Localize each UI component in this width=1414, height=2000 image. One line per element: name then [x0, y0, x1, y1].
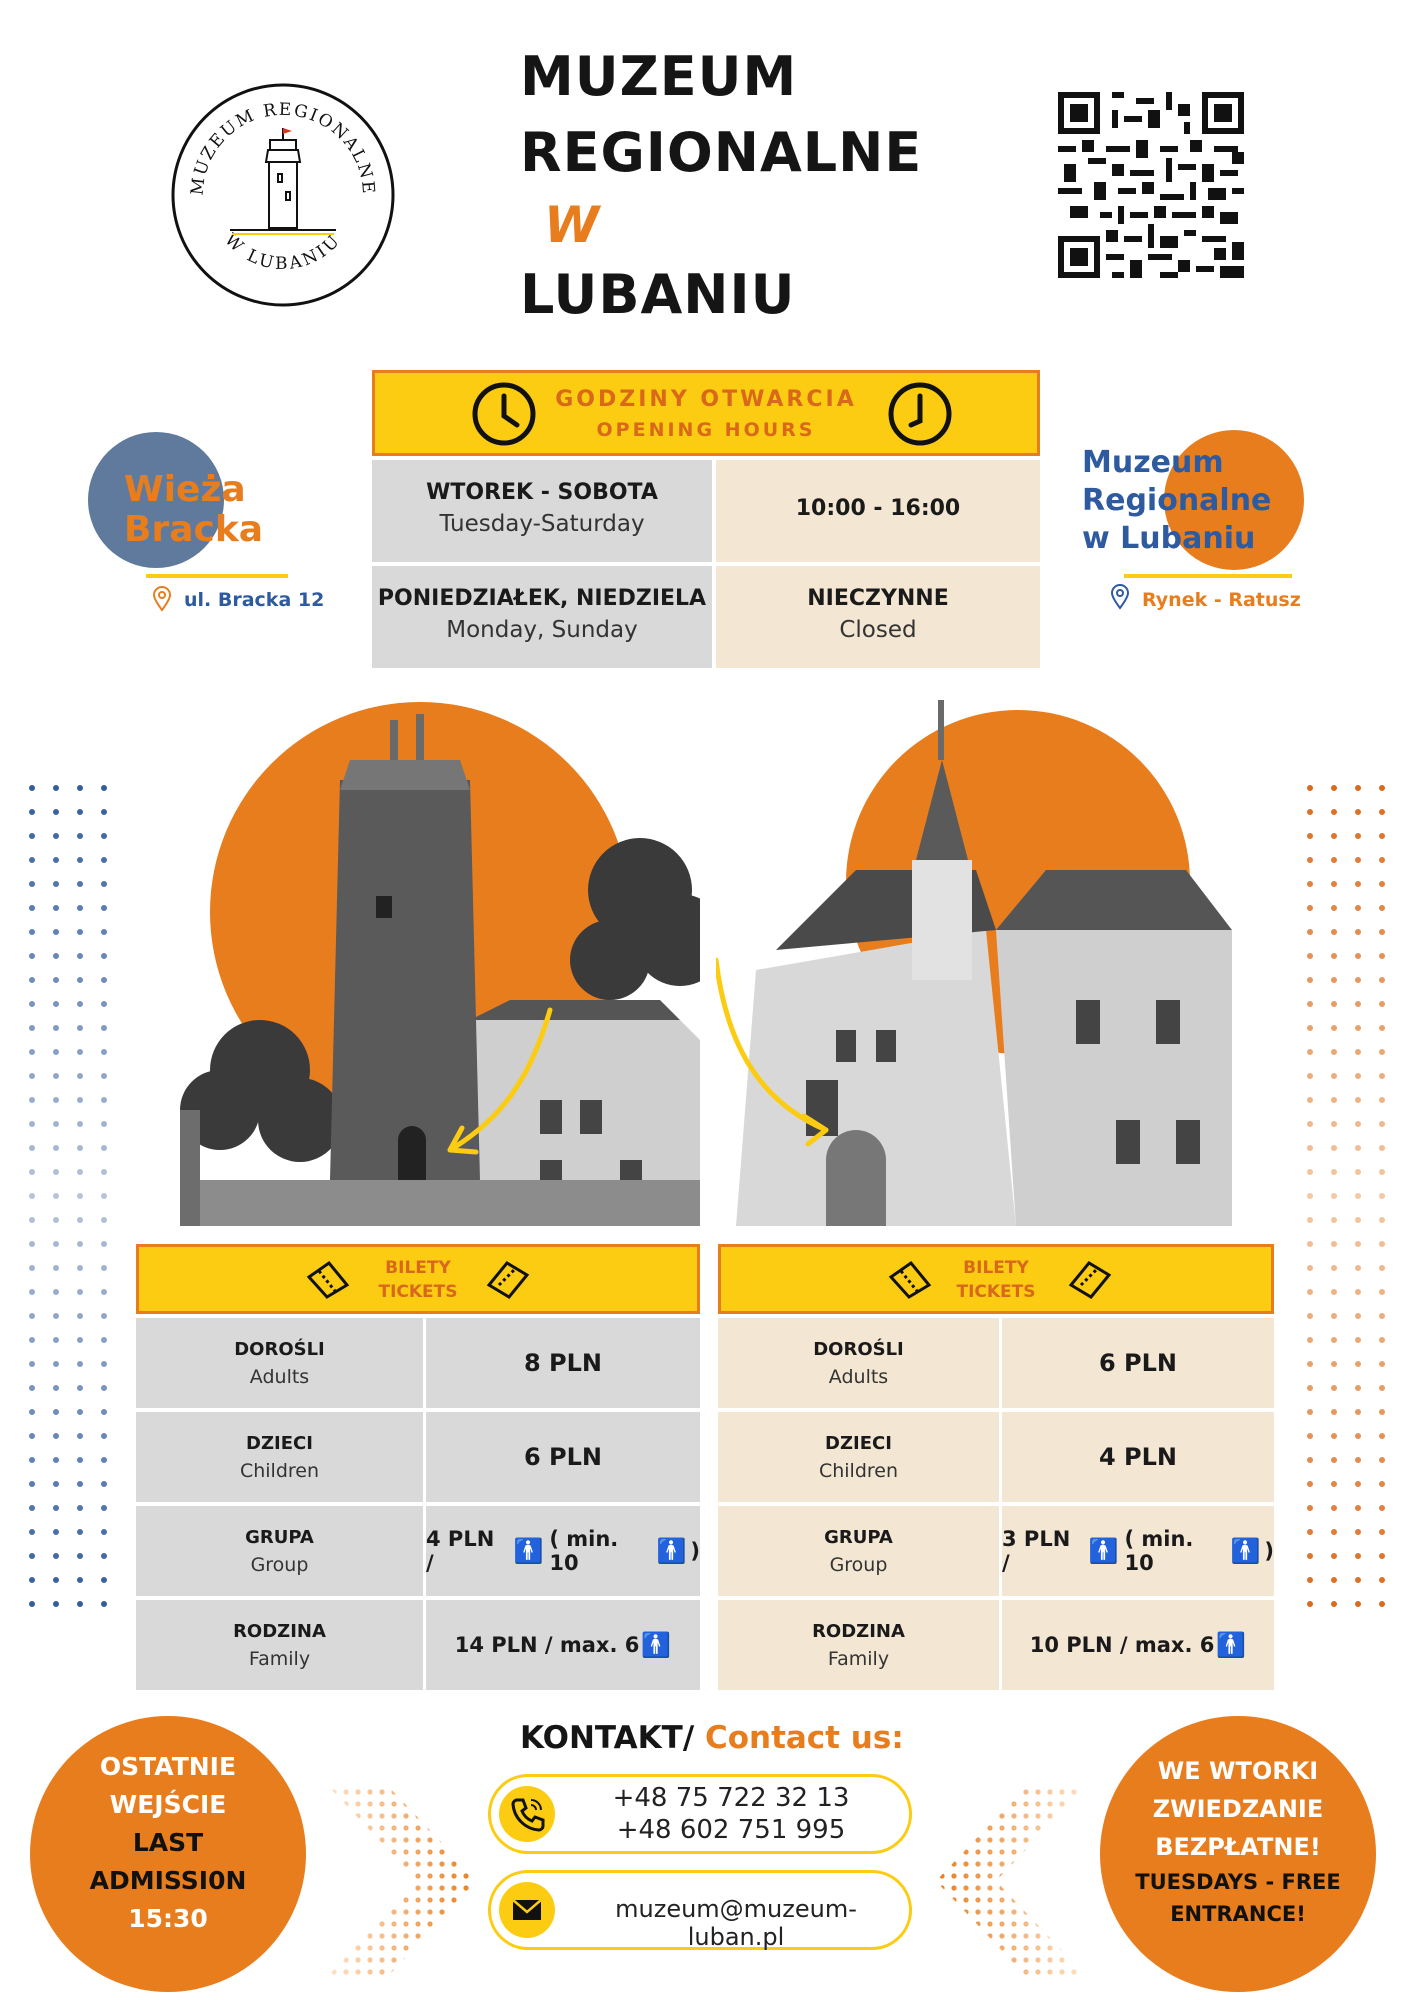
- logo-text-top: MUZEUM REGIONALNE: [187, 99, 379, 197]
- price-close: ): [1264, 1539, 1274, 1563]
- dot-pattern-right: [1298, 776, 1394, 1620]
- hours-header: [372, 370, 1040, 456]
- location-right-address: Rynek - Ratusz: [1142, 589, 1301, 611]
- ticket-price: [426, 1600, 700, 1690]
- contact-title-pl: KONTAKT/: [520, 1720, 695, 1756]
- tickets-left-header: [136, 1244, 700, 1314]
- location-right-name-2: Regionalne: [1082, 483, 1272, 518]
- tickets-right-title-en: TICKETS: [956, 1282, 1036, 1302]
- table-row: [718, 1412, 1274, 1502]
- person-icon: 🚹: [1230, 1537, 1261, 1565]
- qr-code[interactable]: [1058, 92, 1244, 278]
- hours-time-cell: [716, 566, 1040, 668]
- title-line-4: LUBANIU: [520, 263, 796, 326]
- free-line-3: BEZPŁATNE!: [1155, 1833, 1321, 1861]
- chevron-decoration-left: [328, 1786, 478, 1980]
- ticket-category-pl: GRUPA: [245, 1526, 314, 1548]
- tickets-right-title-pl: BILETY: [963, 1258, 1029, 1278]
- table-row: [718, 1600, 1274, 1690]
- ticket-category-en: Group: [250, 1553, 309, 1576]
- ticket-price: 6 PLN: [523, 1443, 603, 1471]
- free-entrance-circle: [1100, 1716, 1376, 1992]
- ticket-price: 6 PLN: [1098, 1349, 1178, 1377]
- ticket-category-pl: RODZINA: [233, 1620, 326, 1642]
- last-admission-line-2: WEJŚCIE: [109, 1790, 227, 1819]
- table-row: [136, 1318, 700, 1408]
- ticket-category: [718, 1318, 1002, 1408]
- location-left-name-1: Wieża: [124, 469, 246, 510]
- person-icon: 🚹: [1088, 1537, 1119, 1565]
- last-admission-line-1: OSTATNIE: [99, 1752, 237, 1781]
- ticket-category-pl: DOROŚLI: [813, 1338, 904, 1360]
- hours-day-cell: [372, 566, 712, 668]
- town-hall-photo: [716, 700, 1246, 1226]
- email-pill[interactable]: [488, 1870, 912, 1950]
- phone-number-2[interactable]: +48 602 751 995: [616, 1815, 846, 1845]
- time-value: 10:00 - 16:00: [795, 496, 961, 521]
- ticket-category-pl: DZIECI: [246, 1432, 313, 1454]
- free-line-1: WE WTORKI: [1157, 1757, 1319, 1785]
- table-row: [136, 1600, 700, 1690]
- location-right-name-3: w Lubaniu: [1082, 521, 1256, 556]
- location-left-name: [124, 470, 263, 550]
- location-right-underline: [1124, 574, 1292, 578]
- page-title: [520, 45, 940, 326]
- last-admission-time: 15:30: [128, 1904, 208, 1933]
- location-left-underline: [146, 574, 288, 578]
- price-min: ( min. 10: [549, 1527, 619, 1575]
- hours-day-cell: [372, 460, 712, 562]
- svg-text:W LUBANIU: [220, 230, 345, 274]
- ticket-category-pl: DOROŚLI: [234, 1338, 325, 1360]
- day-label-pl: WTOREK - SOBOTA: [426, 480, 658, 505]
- tower-icon: [266, 128, 300, 228]
- ticket-price: [426, 1506, 700, 1596]
- phone-pill[interactable]: [488, 1774, 912, 1854]
- title-line-3: W: [544, 196, 600, 254]
- closed-label-pl: NIECZYNNE: [807, 586, 949, 611]
- day-label-pl: PONIEDZIAŁEK, NIEDZIELA: [377, 586, 707, 611]
- location-right-name: [1082, 444, 1271, 558]
- tickets-right-header: [718, 1244, 1274, 1314]
- museum-logo: [170, 82, 396, 308]
- ticket-category: [718, 1506, 1002, 1596]
- table-row: [136, 1412, 700, 1502]
- chevron-decoration-right: [936, 1786, 1086, 1980]
- price-main: 10 PLN / max. 6: [1029, 1633, 1215, 1657]
- price-close: ): [690, 1539, 700, 1563]
- phone-icon: [499, 1786, 555, 1842]
- person-icon: 🚹: [513, 1537, 544, 1565]
- ticket-category-en: Children: [239, 1459, 320, 1482]
- ticket-category: [136, 1318, 426, 1408]
- ticket-category: [136, 1412, 426, 1502]
- day-label-en: Monday, Sunday: [446, 617, 638, 643]
- last-admission-circle: [30, 1716, 306, 1992]
- hours-title-pl: GODZINY OTWARCIA: [555, 387, 857, 412]
- ticket-category-pl: GRUPA: [824, 1526, 893, 1548]
- title-line-1: MUZEUM: [520, 45, 798, 108]
- ticket-category-pl: RODZINA: [812, 1620, 905, 1642]
- ticket-category: [136, 1506, 426, 1596]
- ticket-category: [136, 1600, 426, 1690]
- contact-title-en: Contact us:: [704, 1720, 904, 1756]
- location-left-name-2: Bracka: [124, 509, 264, 550]
- ticket-category-en: Adults: [249, 1365, 310, 1388]
- closed-label-en: Closed: [839, 617, 917, 643]
- ticket-category-en: Adults: [828, 1365, 889, 1388]
- ticket-price: 8 PLN: [523, 1349, 603, 1377]
- tickets-left-title-en: TICKETS: [378, 1282, 458, 1302]
- price-min: ( min. 10: [1124, 1527, 1194, 1575]
- ticket-price: [1002, 1506, 1274, 1596]
- price-main: 3 PLN /: [1002, 1527, 1071, 1575]
- ticket-price: 4 PLN: [1098, 1443, 1178, 1471]
- table-row: [718, 1318, 1274, 1408]
- ticket-category: [718, 1412, 1002, 1502]
- email-address[interactable]: muzeum@muzeum-luban.pl: [615, 1895, 857, 1951]
- ticket-category-en: Family: [248, 1647, 311, 1670]
- dot-pattern-left: [20, 776, 116, 1620]
- ticket-category-en: Group: [829, 1553, 888, 1576]
- ticket-category-en: Children: [818, 1459, 899, 1482]
- pin-icon: [152, 586, 172, 616]
- location-left-address: ul. Bracka 12: [184, 589, 325, 611]
- pin-icon: [1110, 584, 1130, 614]
- free-line-4: TUESDAYS - FREE: [1135, 1870, 1341, 1894]
- logo-text-bottom: W LUBANIU: [220, 229, 346, 274]
- title-line-2: REGIONALNE: [520, 121, 923, 184]
- day-label-en: Tuesday-Saturday: [439, 511, 645, 537]
- person-icon: 🚹: [641, 1631, 672, 1659]
- ticket-price: [1002, 1600, 1274, 1690]
- last-admission-line-3: LAST: [132, 1828, 204, 1857]
- free-line-2: ZWIEDZANIE: [1152, 1795, 1324, 1823]
- free-line-5: ENTRANCE!: [1170, 1902, 1306, 1926]
- contact-title: [520, 1720, 904, 1756]
- phone-number-1[interactable]: +48 75 722 32 13: [612, 1783, 850, 1813]
- price-main: 4 PLN /: [426, 1527, 495, 1575]
- tickets-left-title-pl: BILETY: [385, 1258, 451, 1278]
- person-icon: 🚹: [656, 1537, 687, 1565]
- person-icon: 🚹: [1216, 1631, 1247, 1659]
- ticket-category: [718, 1600, 1002, 1690]
- table-row: [718, 1506, 1274, 1596]
- price-main: 14 PLN / max. 6: [454, 1633, 640, 1657]
- mail-icon: [499, 1882, 555, 1938]
- ticket-category-en: Family: [827, 1647, 890, 1670]
- hours-time-cell: [716, 460, 1040, 562]
- ticket-category-pl: DZIECI: [825, 1432, 892, 1454]
- hours-title-en: OPENING HOURS: [596, 419, 816, 441]
- last-admission-line-4: ADMISSI0N: [89, 1866, 247, 1895]
- table-row: [136, 1506, 700, 1596]
- location-right-name-1: Muzeum: [1082, 445, 1224, 480]
- tower-photo: [180, 700, 700, 1226]
